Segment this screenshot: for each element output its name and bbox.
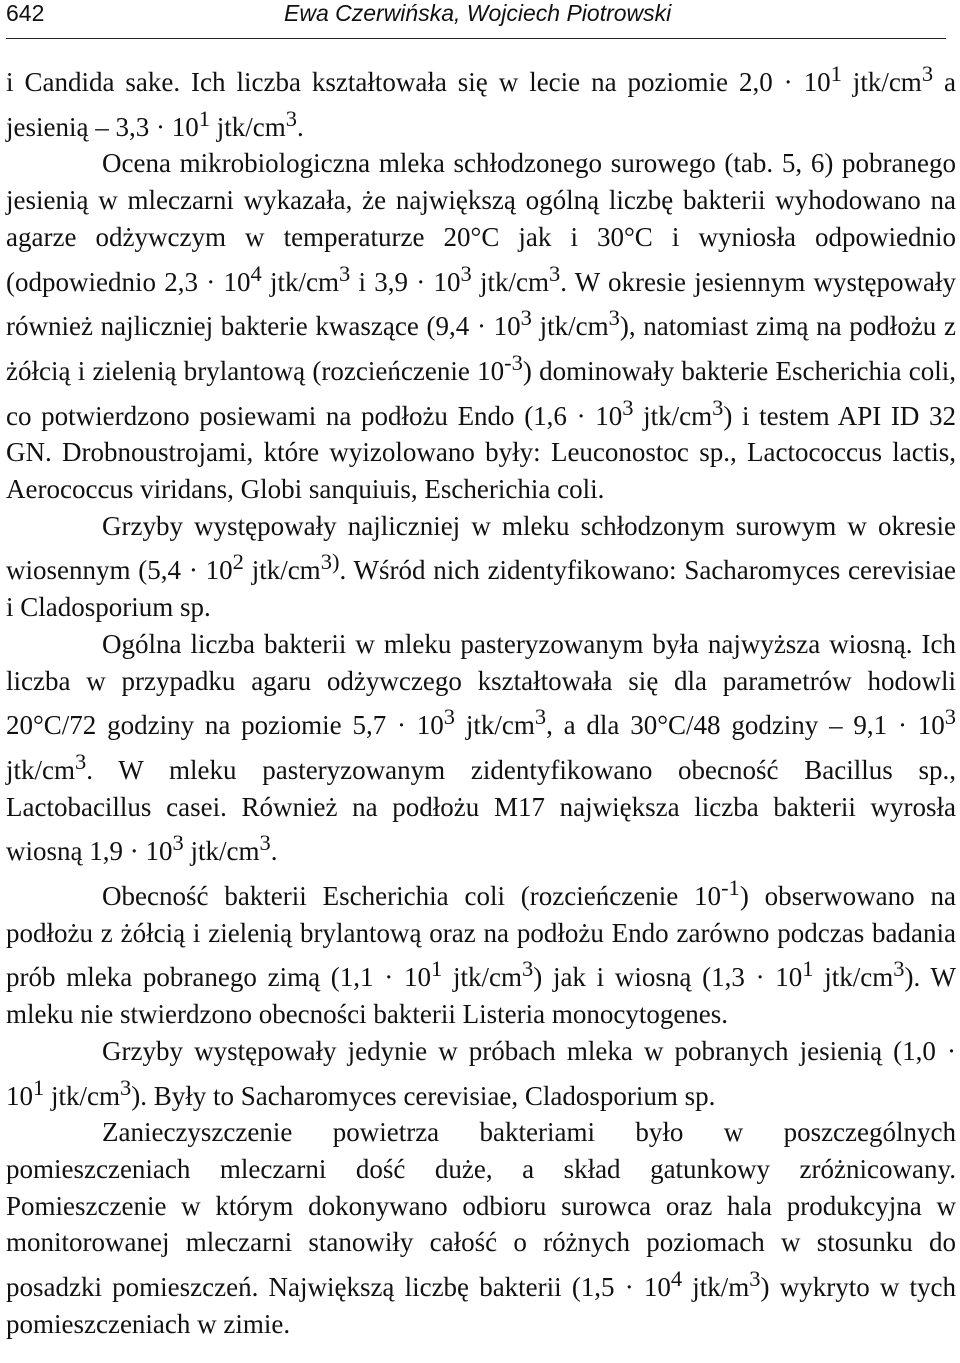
superscript: 3 [893,956,905,982]
superscript: 3) [320,549,340,575]
running-head-authors: Ewa Czerwińska, Wojciech Piotrowski [284,0,672,26]
paragraph: i Candida sake. Ich liczba kształtowała się w lecie na poziomie $2,0 \cdot 10^1$ jtk/$cm^3$ a jesienią – $3,3 \cdot 10^1$ jtk/$cm^3$. [6,61,956,142]
page-header [6,0,946,39]
superscript: -3 [504,349,523,375]
superscript: 3 [460,260,472,286]
superscript: 3 [520,305,532,331]
paragraph: Grzyby występowały najliczniej w mleku schłodzonym surowym w okresie wiosennym ($5,4 \cdot 10^2$ jtk/$cm^{3)}$. Wśród nich zidentyfikowano: Sacharomyces cerevisiae i Cladosporium sp. [6,510,956,623]
paragraph: Zanieczyszczenie powietrza bakteriami było w poszczególnych pomieszczeniach mleczarni dość duże, a skład gatunkowy zróżnicowany. Pomieszczenie w którym dokonywano odbioru surowca oraz hala produkcyjna w monitorowanej mleczarni stanowiły całość o różnych poziomach w stosunku do posadzki pomieszczeń. Największą liczbę bakterii ($1,5 \cdot 10^4$ jtk/$m^3$) wykryto w tych pomieszczeniach w zimie. [6,1117,956,1339]
superscript: 3 [622,394,634,420]
superscript: 3 [75,748,87,774]
superscript: 2 [232,549,244,575]
superscript: 3 [339,260,351,286]
superscript: 3 [285,105,297,131]
superscript: 3 [172,830,184,856]
superscript: 3 [120,1074,132,1100]
paragraph: Obecność bakterii Escherichia coli (rozcieńczenie $10^{-1}$) obserwowano na podłożu z żółcią i zielenią brylantową oraz na podłożu Endo zarówno podczas badania prób mleka pobranego zimą ($1,1 \cdot 10^1$ jtk/$cm^3$) jak i wiosną ($1,3 \cdot 10^1$ jtk/$cm^3$). W mleku nie stwierdzono obecności bakterii Listeria monocytogenes. [6,875,956,1030]
superscript: 4 [250,260,262,286]
superscript: -1 [721,875,740,901]
page-number: 642 [6,0,45,26]
superscript: 3 [549,260,561,286]
superscript: 1 [802,956,814,982]
article-body [6,56,956,1343]
superscript: 4 [670,1266,683,1292]
superscript: 1 [830,61,842,86]
paragraph: Grzyby występowały jedynie w próbach mleka w pobranych jesienią ($1,0 \cdot 10^1$ jtk/$cm^3$). Były to Sacharomyces cerevisiae, Cladosporium sp. [6,1035,956,1111]
paragraph: Ogólna liczba bakterii w mleku pasteryzowanym była najwyższa wiosną. Ich liczba w przypadku agaru odżywczego kształtowała się dla parametrów hodowli 20°C/72 godziny na poziomie $5,7 \cdot 10^3$ jtk/$cm^3$, a dla 30°C/48 godziny – $9,1 \cdot 10^3$ jtk/$cm^3$. W mleku pasteryzowanym zidentyfikowano obecność Bacillus sp., Lactobacillus casei. Również na podłożu M17 największa liczba bakterii wyrosła wiosną $1,9 \cdot 10^3$ jtk/$cm^3$. [6,628,956,867]
superscript: 3 [921,61,934,86]
superscript: 3 [712,394,724,420]
superscript: 3 [443,704,456,730]
superscript: 3 [534,704,547,730]
superscript: 3 [749,1266,761,1292]
superscript: 3 [259,830,271,856]
superscript: 1 [33,1074,45,1100]
superscript: 1 [431,956,443,982]
superscript: 3 [944,704,956,730]
superscript: 3 [521,956,534,982]
superscript: 3 [608,305,620,331]
paragraph: Ocena mikrobiologiczna mleka schłodzonego surowego (tab. 5, 6) pobranego jesienią w mleczarni wykazała, że największą ogólną liczbę bakterii wyhodowano na agarze odżywczym w temperaturze 20°C jak i 30°C i wyniosła odpowiednio (odpowiednio $2,3 \cdot 10^4$ jtk/$cm^3$ i $3,9 \cdot 10^3$ jtk/$cm^3$. W okresie jesiennym występowały również najliczniej bakterie kwaszące ($9,4 \cdot 10^3$ jtk/$cm^3$), natomiast zimą na podłożu z żółcią i zielenią brylantową (rozcieńczenie $10^{-3}$) dominowały bakterie Escherichia coli, co potwierdzono posiewami na podłożu Endo ($1,6 \cdot 10^3$ jtk/$cm^3$) i testem API ID 32 GN. Drobnoustrojami, które wyizolowano były: Leuconostoc sp., Lactococcus lactis, Aerococcus viridans, Globi sanquiuis, Escherichia coli. [6,148,956,505]
superscript: 1 [198,105,210,131]
